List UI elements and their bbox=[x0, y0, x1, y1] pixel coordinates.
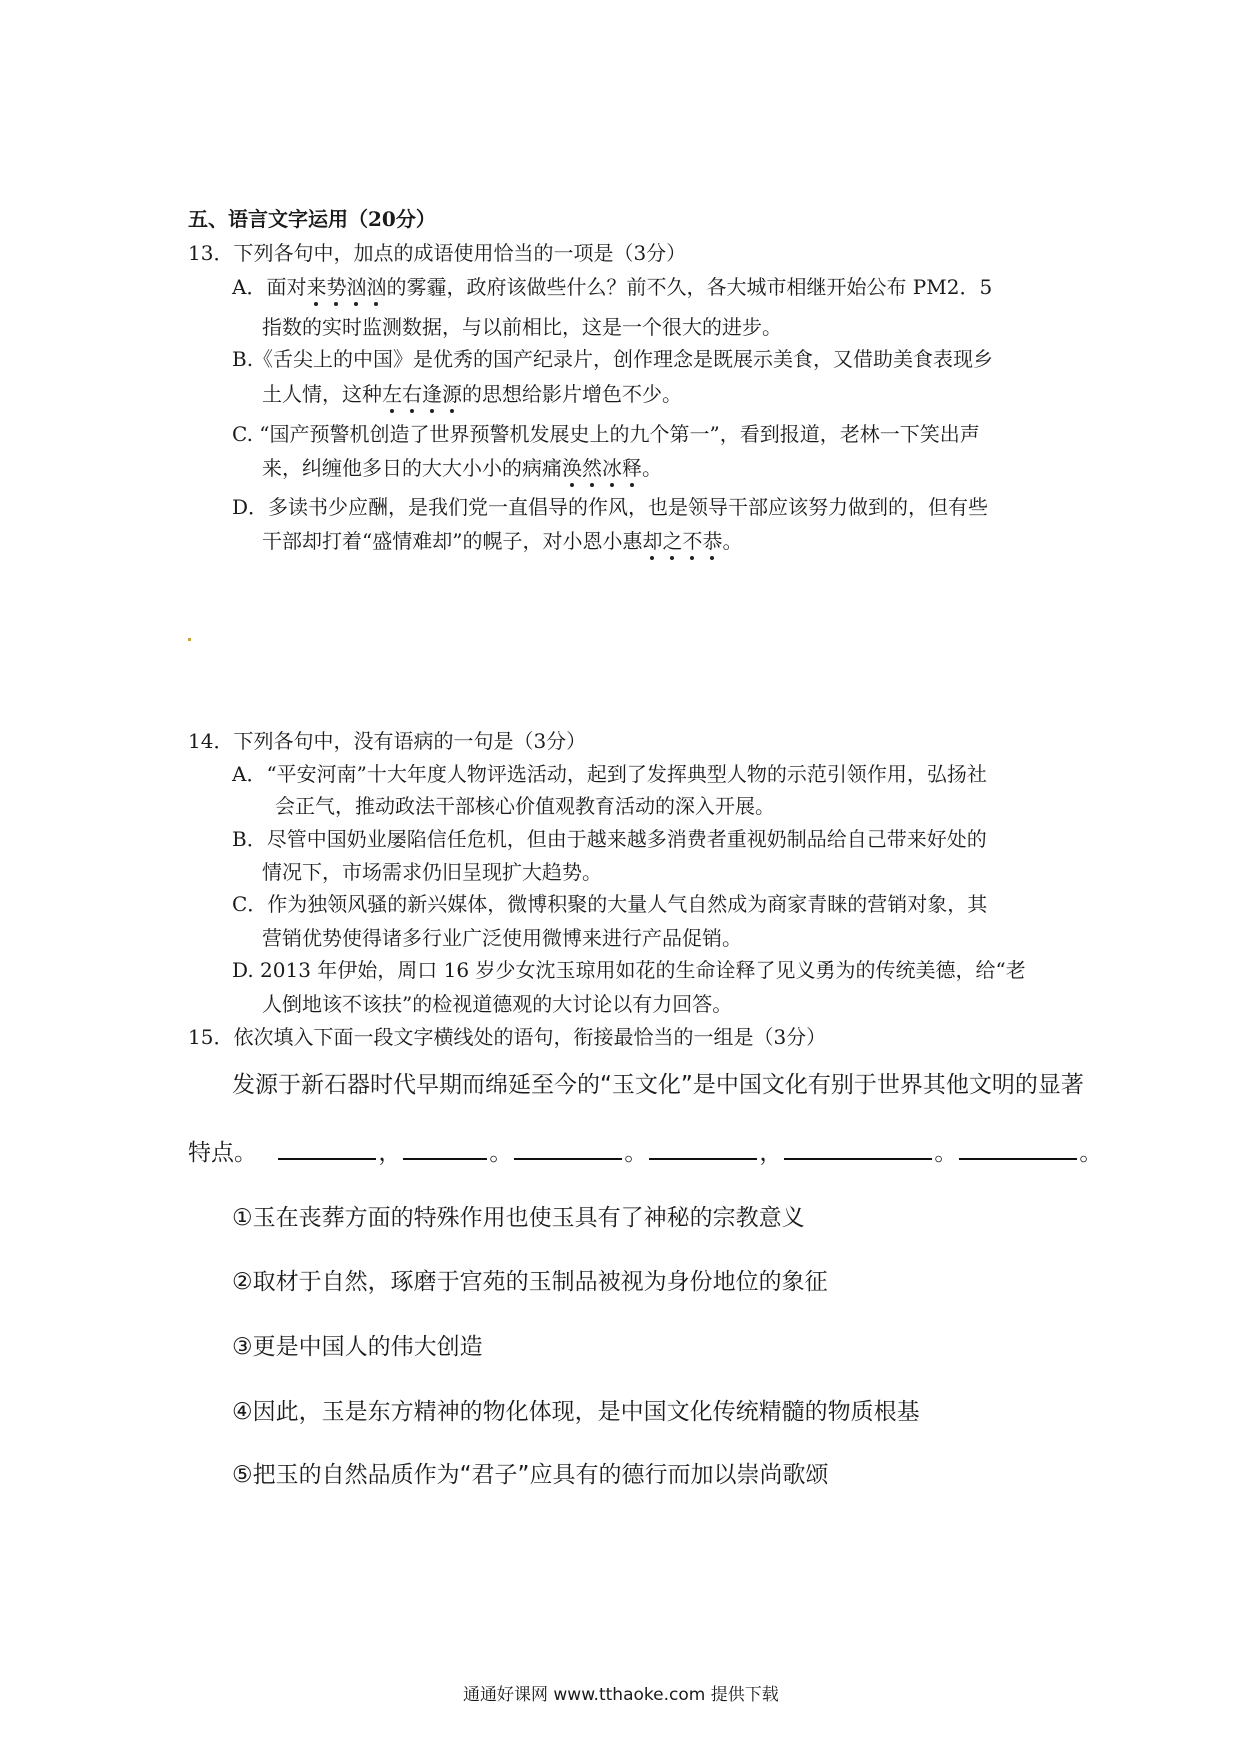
q13-a-rest: 的雾霾，政府该做些什么？前不久，各大城市相继开始公布 PM2．5 bbox=[386, 275, 993, 299]
q13-option-b-line2 bbox=[262, 381, 682, 407]
scan-speck bbox=[188, 638, 191, 641]
section-heading: 五、语言文字运用（20分） bbox=[188, 207, 436, 231]
q13-option-a-line1 bbox=[232, 274, 992, 300]
q14-option-a-line2: 会正气，推动政法干部核心价值观教育活动的深入开展。 bbox=[275, 794, 775, 818]
footer-source: 通通好课网 www.tthaoke.com 提供下载 bbox=[463, 1685, 779, 1705]
q14-stem: 14．下列各句中，没有语病的一句是（3分） bbox=[188, 729, 587, 753]
fill-blank-4 bbox=[649, 1138, 757, 1160]
blank-separator: 。 bbox=[489, 1140, 513, 1166]
q15-option-4: ④因此，玉是东方精神的物化体现，是中国文化传统精髓的物质根基 bbox=[232, 1399, 920, 1425]
emphasis-char: 源 bbox=[442, 382, 462, 406]
emphasis-char: 不 bbox=[682, 529, 703, 553]
q13-a-prefix: A．面对 bbox=[232, 275, 307, 299]
emphasis-char: 之 bbox=[662, 529, 683, 553]
emphasis-char: 恭 bbox=[702, 529, 723, 553]
emphasis-char: 右 bbox=[402, 382, 422, 406]
q15-option-1: ①玉在丧葬方面的特殊作用也使玉具有了神秘的宗教意义 bbox=[232, 1205, 805, 1231]
q13-option-c-line1: C. “国产预警机创造了世界预警机发展史上的九个第一”，看到报道，老林一下笑出声 bbox=[232, 422, 980, 446]
q13-option-d-line1: D．多读书少应酬，是我们党一直倡导的作风，也是领导干部应该努力做到的，但有些 bbox=[232, 495, 989, 519]
q14-option-c-line1: C．作为独领风骚的新兴媒体，微博积聚的大量人气自然成为商家青睐的营销对象，其 bbox=[232, 892, 988, 916]
q15-paragraph-line1: 发源于新石器时代早期而绵延至今的“玉文化”是中国文化有别于世界其他文明的显著 bbox=[232, 1072, 1084, 1098]
q13-c-prefix: 来，纠缠他多日的大大小小的病痛 bbox=[262, 456, 562, 480]
q14-option-d-line2: 人倒地该不该扶”的检视道德观的大讨论以有力回答。 bbox=[262, 992, 733, 1016]
emphasis-char: 释 bbox=[622, 456, 642, 480]
emphasis-char: 汹 bbox=[366, 275, 387, 299]
fill-blank-6 bbox=[959, 1138, 1077, 1160]
blank-separator: ， bbox=[759, 1140, 783, 1166]
q13-option-a-line2: 指数的实时监测数据，与以前相比，这是一个很大的进步。 bbox=[262, 315, 782, 339]
emphasis-char: 左 bbox=[382, 382, 402, 406]
emphasis-char: 冰 bbox=[602, 456, 622, 480]
q13-c-rest: 。 bbox=[642, 456, 662, 480]
q13-stem: 13．下列各句中，加点的成语使用恰当的一项是（3分） bbox=[188, 241, 687, 265]
blank-separator: ， bbox=[378, 1140, 402, 1166]
q15-paragraph-line2 bbox=[188, 1138, 1102, 1168]
emphasis-char: 势 bbox=[326, 275, 347, 299]
fill-blank-5 bbox=[784, 1138, 932, 1160]
q13-d-prefix: 干部却打着“盛情难却”的幌子，对小恩小惠 bbox=[262, 529, 643, 553]
emphasis-char: 来 bbox=[306, 275, 327, 299]
q15-option-5: ⑤把玉的自然品质作为“君子”应具有的德行而加以崇尚歌颂 bbox=[232, 1462, 829, 1488]
emphasis-char: 涣 bbox=[562, 456, 582, 480]
emphasis-char: 却 bbox=[642, 529, 663, 553]
fill-blank-3 bbox=[514, 1138, 622, 1160]
q15-option-2: ②取材于自然，琢磨于宫苑的玉制品被视为身份地位的象征 bbox=[232, 1269, 828, 1295]
blank-separator: 。 bbox=[1079, 1140, 1103, 1166]
blank-separator: 。 bbox=[624, 1140, 648, 1166]
fill-blank-2 bbox=[403, 1138, 487, 1160]
q13-b-rest: 的思想给影片增色不少。 bbox=[462, 382, 682, 406]
q13-d-rest: 。 bbox=[722, 529, 743, 553]
q14-option-a-line1: A．“平安河南”十大年度人物评选活动，起到了发挥典型人物的示范引领作用，弘扬社 bbox=[232, 762, 987, 786]
emphasis-char: 然 bbox=[582, 456, 602, 480]
q13-option-b-line1: B.《舌尖上的中国》是优秀的国产纪录片，创作理念是既展示美食，又借助美食表现乡 bbox=[232, 347, 994, 371]
fill-blank-1 bbox=[278, 1138, 376, 1160]
q14-option-b-line2: 情况下，市场需求仍旧呈现扩大趋势。 bbox=[262, 860, 602, 884]
q15-stem: 15．依次填入下面一段文字横线处的语句，衔接最恰当的一组是（3分） bbox=[188, 1025, 827, 1049]
q14-option-d-line1: D. 2013 年伊始，周口 16 岁少女沈玉琼用如花的生命诠释了见义勇为的传统美德，给“老 bbox=[232, 958, 1026, 982]
q13-b-prefix: 土人情，这种 bbox=[262, 382, 382, 406]
q13-option-c-line2 bbox=[262, 455, 662, 481]
emphasis-char: 汹 bbox=[346, 275, 367, 299]
q13-option-d-line2 bbox=[262, 528, 742, 554]
q15-option-3: ③更是中国人的伟大创造 bbox=[232, 1334, 483, 1360]
q15-para2-start: 特点。 bbox=[188, 1140, 257, 1166]
blank-separator: 。 bbox=[934, 1140, 958, 1166]
q14-option-b-line1: B．尽管中国奶业屡陷信任危机，但由于越来越多消费者重视奶制品给自己带来好处的 bbox=[232, 827, 987, 851]
emphasis-char: 逢 bbox=[422, 382, 442, 406]
q14-option-c-line2: 营销优势使得诸多行业广泛使用微博来进行产品促销。 bbox=[262, 926, 742, 950]
